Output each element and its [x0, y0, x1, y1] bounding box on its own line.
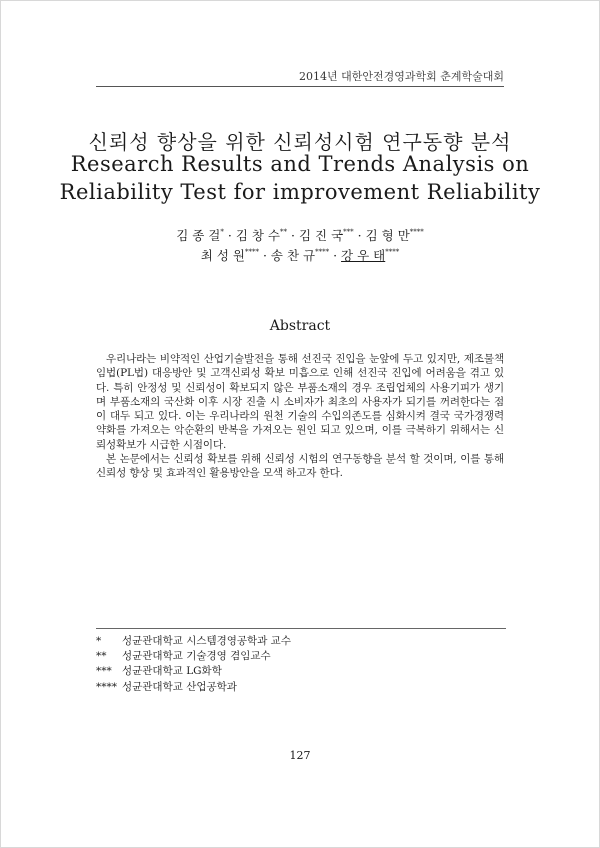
footnote-mark: * — [96, 635, 102, 647]
author-mark: ** — [280, 228, 288, 236]
footnote — [96, 649, 506, 664]
author-mark: **** — [244, 248, 259, 256]
author-separator: · — [333, 248, 338, 263]
footnote-text: 성균관대학교 산업공학과 — [122, 680, 237, 693]
english-title-line2: Reliability Test for improvement Reliability — [59, 180, 541, 204]
author-name: 김 종 걸 — [176, 228, 221, 243]
author-separator: · — [291, 228, 295, 243]
footnote-text: 성균관대학교 LG화학 — [122, 665, 222, 678]
author-name: 송 찬 규 — [270, 248, 316, 263]
author-separator: · — [262, 248, 267, 263]
footnote — [96, 664, 506, 679]
footnote — [96, 680, 506, 695]
header-rule — [96, 86, 504, 87]
author-line-1 — [0, 226, 600, 244]
author-separator: · — [227, 228, 232, 243]
footnote-mark: ** — [96, 650, 107, 663]
author-mark: *** — [343, 228, 354, 236]
author-mark: **** — [385, 248, 400, 256]
footnote-text: 성균관대학교 기술경영 겸임교수 — [122, 650, 271, 663]
abstract-heading: Abstract — [269, 318, 331, 334]
footnote-text: 성균관대학교 시스템경영공학과 교수 — [122, 635, 291, 647]
author-name: 김 진 국 — [298, 228, 344, 243]
footnotes — [96, 628, 506, 695]
author-separator: · — [357, 228, 362, 243]
abstract-body — [96, 352, 504, 481]
author-mark: **** — [315, 248, 330, 256]
author-name: 최 성 원 — [200, 248, 245, 263]
author-line-2 — [0, 246, 600, 264]
author-name: 김 창 수 — [235, 228, 281, 243]
footnote-mark: **** — [96, 680, 117, 693]
footnote — [96, 634, 506, 649]
author-mark: **** — [409, 228, 424, 236]
abstract-paragraph-1: 우리나라는 비약적인 산업기술발전을 통해 선진국 진입을 눈앞에 두고 있지만, 제조물책임법(PL법) 대응방안 및 고객신뢰성 확보 미흡으로 인해 선진국 진입에 어려움을 겪고 있다. 특히 안정성 및 신뢰성이 확보되지 않은 부품소재의 경우 조립업체의 사용기피가 생기며 부품소재의 국산화 이후 시장 진출 시 소비자가 최초의 사용자가 되기를 꺼려한다는 점이 대두 되고 있다. 이는 우리나라의 원천 기술의 수입의존도를 심화시켜 결국 국가경쟁력 약화를 가져오는 악순환의 반복을 가져오는 원인 되고 있으며, 이를 극복하기 위해서는 신뢰성확보가 시급한 시점이다. — [96, 353, 504, 451]
author-mark: * — [220, 228, 224, 236]
conference-header: 2014년 대한안전경영과학회 춘계학술대회 — [298, 70, 504, 83]
english-title-line1: Research Results and Trends Analysis on — [70, 152, 530, 176]
author-name: 김 형 만 — [365, 228, 410, 243]
author-name: 강 우 태 — [341, 248, 386, 263]
page-number: 127 — [289, 749, 311, 762]
abstract-paragraph-2: 본 논문에서는 신뢰성 확보를 위해 신뢰성 시험의 연구동향을 분석 할 것이며, 이를 통해 신뢰성 향상 및 효과적인 활용방안을 모색 하고자 한다. — [96, 453, 504, 480]
footnote-mark: *** — [96, 665, 112, 678]
korean-title: 신뢰성 향상을 위한 신뢰성시험 연구동향 분석 — [88, 130, 512, 154]
